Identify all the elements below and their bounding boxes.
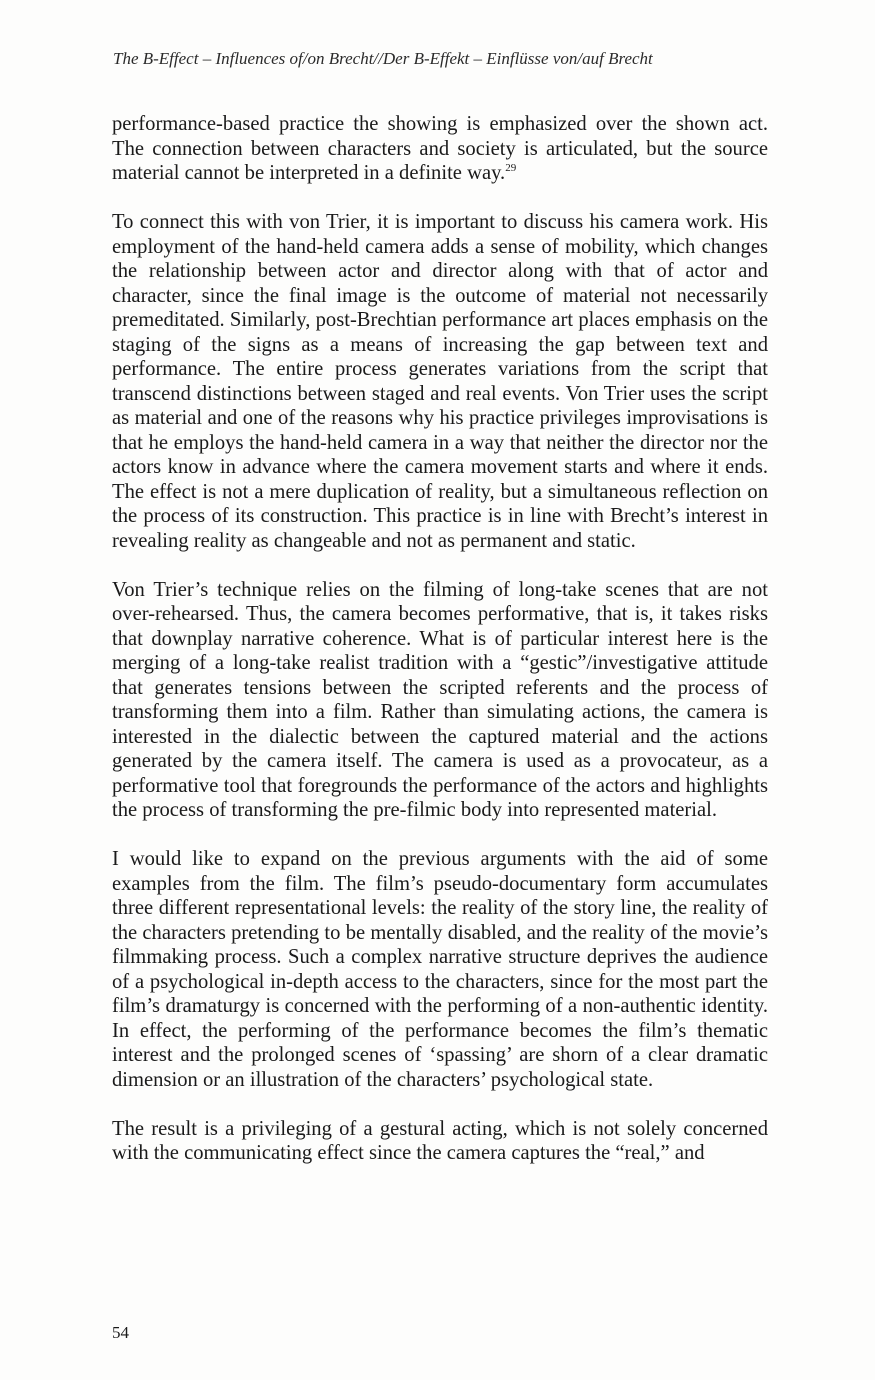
running-head: The B-Effect – Influences of/on Brecht//Der B-Effekt – Einflüsse von/auf Brecht bbox=[113, 49, 653, 68]
paragraph-1 bbox=[112, 112, 768, 186]
paragraph-4: I would like to expand on the previous arguments with the aid of some examples from the film. The film’s pseudo-documentary form accumulates three different representational levels: the reality of the story line, the reality of the characters pretending to be mentally disabled, and the reality of the movie’s filmmaking process. Such a complex narrative structure deprives the audience of a psychological in-depth access to the characters, since for the most part the film’s dramaturgy is concerned with the performing of a non-authentic identity. In effect, the performing of the performance becomes the film’s thematic interest and the prolonged scenes of ‘spassing’ are shorn of a clear dramatic dimension or an illustration of the characters’ psychological state. bbox=[112, 848, 768, 1091]
footnote-reference: 29 bbox=[505, 162, 517, 175]
paragraph-2: To connect this with von Trier, it is important to discuss his camera work. His employment of the hand-held camera adds a sense of mobility, which changes the relationship between actor and director along with that of actor and character, since the final image is the outcome of material not necessarily premeditated. Similarly, post-Brechtian performance art places emphasis on the staging of the signs as a means of increasing the gap between text and performance. The entire process generates variations from the script that transcend distinctions between staged and real events. Von Trier uses the script as material and one of the reasons why his practice privileges improvisations is that he employs the hand-held camera in a way that neither the director nor the actors know in advance where the camera movement starts and where it ends. The effect is not a mere duplication of reality, but a simultaneous reflection on the process of its construction. This practice is in line with Brecht’s interest in revealing reality as changeable and not as permanent and static. bbox=[112, 211, 768, 552]
paragraph-1-text: performance-based practice the showing is emphasized over the shown act. The connection between characters and society is articulated, but the source material cannot be interpreted in a definite way. bbox=[112, 113, 768, 184]
body-text bbox=[112, 112, 768, 1166]
page-number: 54 bbox=[112, 1323, 129, 1342]
paragraph-3: Von Trier’s technique relies on the filming of long-take scenes that are not over-rehearsed. Thus, the camera becomes performative, that is, it takes risks that downplay narrative coherence. What is of particular interest here is the merging of a long-take realist tradition with a “gestic”/investigative attitude that generates tensions between the scripted referents and the process of transforming them into a film. Rather than simulating actions, the camera is interested in the dialectic between the captured material and the actions generated by the camera itself. The camera is used as a provocateur, as a performative tool that foregrounds the performance of the actors and highlights the process of transforming the pre-filmic body into represented material. bbox=[112, 578, 768, 821]
paragraph-5: The result is a privileging of a gestural acting, which is not solely concerned with the communicating effect since the camera captures the “real,” and bbox=[112, 1117, 768, 1164]
